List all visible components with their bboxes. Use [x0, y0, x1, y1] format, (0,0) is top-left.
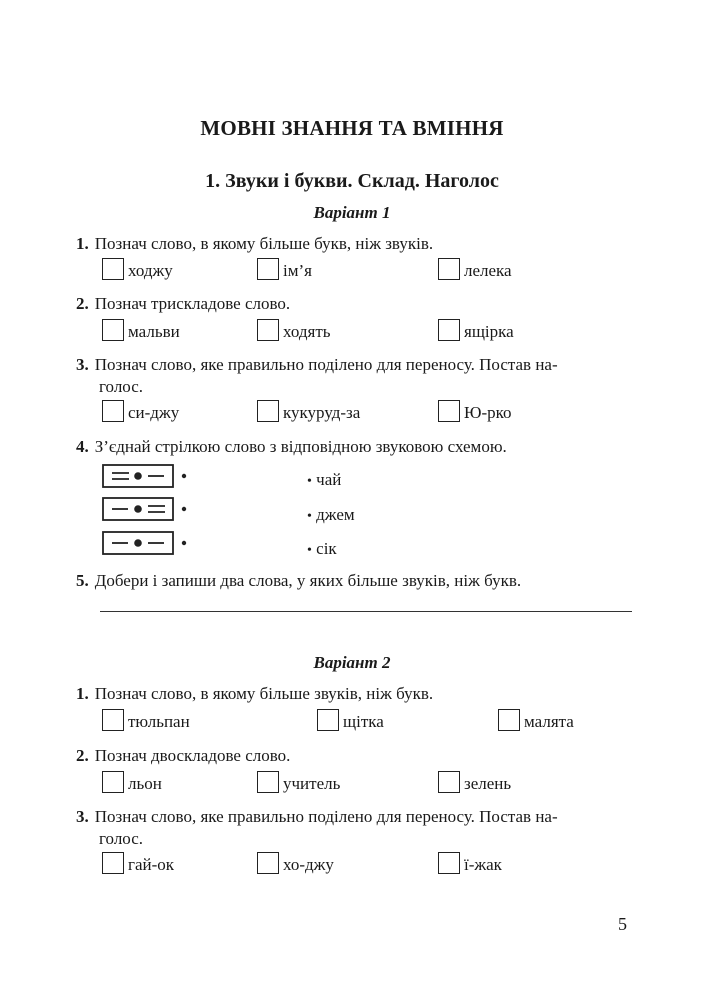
section-title: 1. Звуки і букви. Склад. Наголос — [205, 170, 499, 192]
word-label: чай — [316, 470, 342, 489]
v1-task-3 — [76, 354, 636, 398]
option-label: малята — [524, 712, 574, 731]
v1-t2-option-3[interactable] — [438, 319, 514, 341]
bullet-dot-icon: • — [307, 543, 312, 558]
task-text: Познач слово, яке правильно поділено для переносу. Постав на- — [94, 355, 558, 374]
checkbox[interactable] — [102, 852, 124, 874]
page-number: 5 — [618, 914, 627, 934]
option-label: ім’я — [283, 261, 312, 280]
v1-t3-option-3[interactable] — [438, 400, 512, 422]
task-text: Познач двоскладове слово. — [94, 746, 291, 765]
word-label: сік — [316, 539, 337, 558]
task-number: 5. — [76, 571, 89, 590]
option-label: тюльпан — [128, 712, 190, 731]
task-number: 1. — [76, 234, 89, 253]
option-label: зелень — [464, 774, 512, 793]
v1-t3-option-1[interactable] — [102, 400, 179, 422]
option-label: ходять — [283, 322, 331, 341]
checkbox[interactable] — [438, 771, 460, 793]
option-label: кукуруд-за — [283, 403, 361, 422]
task-number: 3. — [76, 355, 89, 374]
task-text: З’єднай стрілкою слово з відповідною звуковою схемою. — [94, 437, 507, 456]
task-text: Познач слово, в якому більше звуків, ніж букв. — [94, 684, 434, 703]
checkbox[interactable] — [102, 319, 124, 341]
v2-t3-option-2[interactable] — [257, 852, 334, 874]
option-label: ящірка — [464, 322, 514, 341]
v2-task-1 — [76, 683, 636, 705]
task-number: 2. — [76, 746, 89, 765]
v2-t1-option-1[interactable] — [102, 709, 190, 731]
checkbox[interactable] — [257, 258, 279, 280]
v1-task-1 — [76, 233, 636, 255]
checkbox[interactable] — [102, 258, 124, 280]
checkbox[interactable] — [102, 771, 124, 793]
scheme-2[interactable] — [102, 497, 192, 526]
variant-2-title: Варіант 2 — [313, 653, 391, 672]
match-word-1[interactable] — [307, 470, 341, 490]
task-number: 1. — [76, 684, 89, 703]
option-label: щітка — [343, 712, 384, 731]
v2-t1-option-3[interactable] — [498, 709, 574, 731]
option-label: мальви — [128, 322, 180, 341]
match-word-3[interactable] — [307, 539, 337, 559]
bullet-dot-icon: • — [307, 509, 312, 524]
v1-task-2 — [76, 293, 636, 315]
checkbox[interactable] — [257, 319, 279, 341]
variant-1-title: Варіант 1 — [313, 203, 391, 222]
option-label: ї-жак — [464, 855, 502, 874]
answer-line[interactable] — [100, 611, 632, 612]
double-bar-dot-dash-scheme-icon — [102, 464, 192, 488]
v2-t3-option-3[interactable] — [438, 852, 502, 874]
v1-t3-option-2[interactable] — [257, 400, 360, 422]
option-label: льон — [128, 774, 162, 793]
task-text: Познач трискладове слово. — [94, 294, 291, 313]
task-number: 3. — [76, 807, 89, 826]
checkbox[interactable] — [102, 400, 124, 422]
checkbox[interactable] — [257, 771, 279, 793]
checkbox[interactable] — [438, 258, 460, 280]
v1-t1-option-1[interactable] — [102, 258, 173, 280]
scheme-1[interactable] — [102, 464, 192, 493]
scheme-3[interactable] — [102, 531, 192, 560]
task-number: 4. — [76, 437, 89, 456]
v2-t2-option-2[interactable] — [257, 771, 340, 793]
task-number: 2. — [76, 294, 89, 313]
v1-t1-option-2[interactable] — [257, 258, 312, 280]
task-text: Познач слово, в якому більше букв, ніж звуків. — [94, 234, 434, 253]
v1-task-4 — [76, 436, 636, 458]
task-text: Познач слово, яке правильно поділено для переносу. Постав на- — [94, 807, 558, 826]
v2-t1-option-2[interactable] — [317, 709, 384, 731]
checkbox[interactable] — [438, 400, 460, 422]
v2-t3-option-1[interactable] — [102, 852, 174, 874]
option-label: си-джу — [128, 403, 180, 422]
v1-task-5 — [76, 570, 636, 592]
v2-task-3 — [76, 806, 636, 850]
checkbox[interactable] — [438, 852, 460, 874]
bullet-dot-icon: • — [307, 474, 312, 489]
dash-dot-dash-scheme-icon — [102, 531, 192, 555]
option-label: гай-ок — [128, 855, 175, 874]
v1-t2-option-1[interactable] — [102, 319, 180, 341]
task-text-cont: голос. — [99, 829, 144, 848]
option-label: ходжу — [128, 261, 173, 280]
task-text: Добери і запиши два слова, у яких більше звуків, ніж букв. — [94, 571, 522, 590]
checkbox[interactable] — [438, 319, 460, 341]
v1-t1-option-3[interactable] — [438, 258, 512, 280]
match-word-2[interactable] — [307, 505, 355, 525]
v1-t2-option-2[interactable] — [257, 319, 331, 341]
main-title: МОВНІ ЗНАННЯ ТА ВМІННЯ — [200, 116, 504, 140]
checkbox[interactable] — [257, 852, 279, 874]
v2-task-2 — [76, 745, 636, 767]
checkbox[interactable] — [498, 709, 520, 731]
option-label: Ю-рко — [464, 403, 512, 422]
word-label: джем — [316, 505, 355, 524]
dash-dot-double-bar-scheme-icon — [102, 497, 192, 521]
v2-t2-option-3[interactable] — [438, 771, 511, 793]
checkbox[interactable] — [102, 709, 124, 731]
checkbox[interactable] — [317, 709, 339, 731]
option-label: учитель — [283, 774, 341, 793]
option-label: хо-джу — [283, 855, 334, 874]
checkbox[interactable] — [257, 400, 279, 422]
option-label: лелека — [464, 261, 512, 280]
task-text-cont: голос. — [99, 377, 144, 396]
v2-t2-option-1[interactable] — [102, 771, 162, 793]
